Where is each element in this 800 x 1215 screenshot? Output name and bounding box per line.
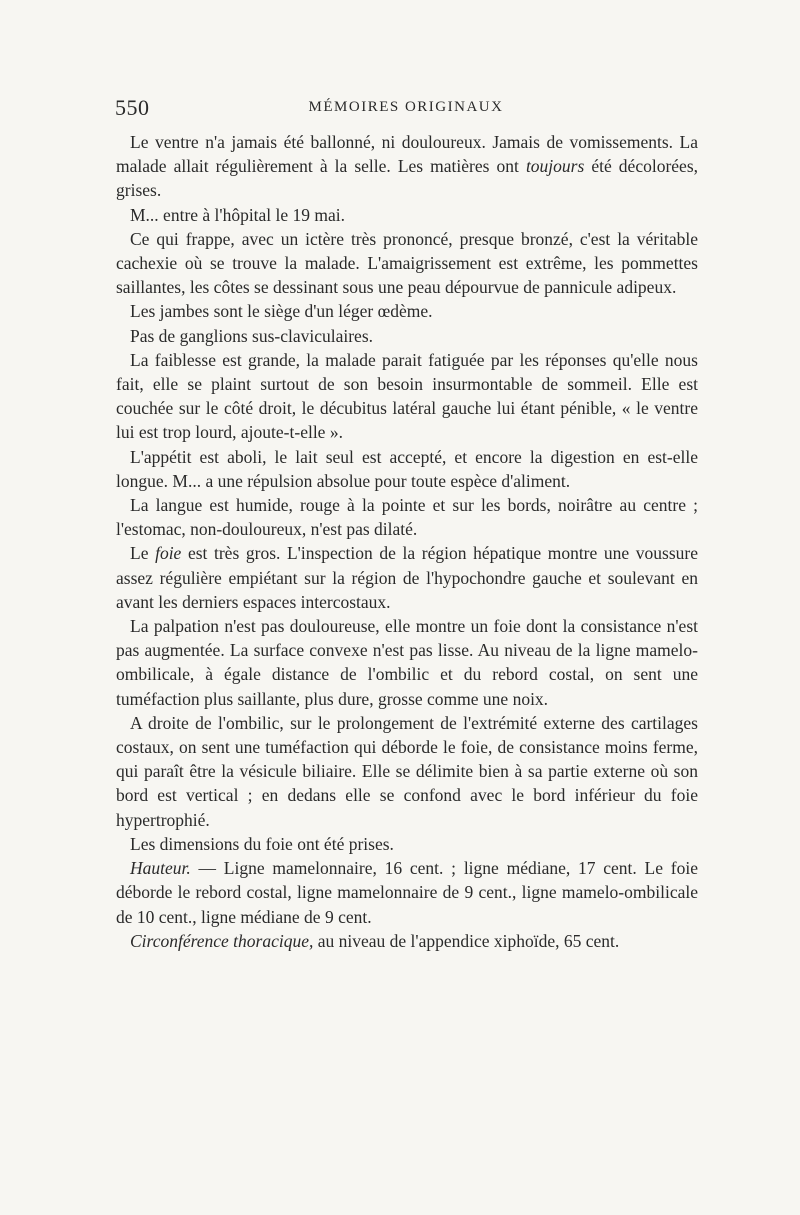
paragraph: Le ventre n'a jamais été ballonné, ni douloureux. Jamais de vomissements. La malade allait régulièrement à la selle. Les matières ont toujours été décolorées, grises. <box>116 132 698 201</box>
paragraph: Pas de ganglions sus-claviculaires. <box>130 325 374 346</box>
paragraph: Le foie est très gros. L'inspection de la région hépatique montre une voussure assez régulière empiétant sur la région de l'hypochondre gauche et soulevant en avant les derniers espaces intercostaux. <box>116 543 698 612</box>
paragraph: La langue est humide, rouge à la pointe et sur les bords, noirâtre au centre ; l'estomac, non-douloureux, n'est pas dilaté. <box>116 495 698 540</box>
paragraph: Circonférence thoracique, au niveau de l'appendice xiphoïde, 65 cent. <box>130 930 620 951</box>
paragraph: La faiblesse est grande, la malade parait fatiguée par les réponses qu'elle nous fait, elle se plaint surtout de son besoin insurmontable de sommeil. Elle est couchée sur le côté droit, le décubitus latéral gauche lui étant pénible, « le ventre lui est trop lourd, ajoute-t-elle ». <box>116 349 698 443</box>
paragraph: Les dimensions du foie ont été prises. <box>130 833 394 854</box>
body-text <box>116 130 698 953</box>
paragraph: La palpation n'est pas douloureuse, elle montre un foie dont la consistance n'est pas augmentée. La surface convexe n'est pas lisse. Au niveau de la ligne mamelo-ombilicale, à égale distance de l'ombilic et du rebord costal, on sent une tuméfaction plus saillante, plus dure, grosse comme une noix. <box>116 616 698 709</box>
paragraph: Ce qui frappe, avec un ictère très prononcé, presque bronzé, c'est la véritable cachexie où se trouve la malade. L'amaigrissement est extrême, les pommettes saillantes, les côtes se dessinant sous une peau dépourvue de pannicule adipeux. <box>116 228 698 298</box>
running-head <box>115 95 697 123</box>
page-number: 550 <box>115 95 150 120</box>
paragraph: A droite de l'ombilic, sur le prolongement de l'extrémité externe des cartilages costaux, on sent une tuméfaction qui déborde le foie, de consistance moins ferme, qui paraît être la vésicule biliaire. Elle se délimite bien à sa partie externe où son bord est vertical ; en dedans elle se confond avec le bord inférieur du foie hypertrophié. <box>116 712 698 830</box>
paragraph: Les jambes sont le siège d'un léger œdème. <box>130 301 433 322</box>
paragraph: L'appétit est aboli, le lait seul est accepté, et encore la digestion en est-elle longue. M... a une répulsion absolue pour toute espèce d'aliment. <box>116 446 698 491</box>
header-title: MÉMOIRES ORIGINAUX <box>308 99 504 115</box>
paragraph: M... entre à l'hôpital le 19 mai. <box>130 204 346 225</box>
paragraph: Hauteur. — Ligne mamelonnaire, 16 cent. ; ligne médiane, 17 cent. Le foie déborde le rebord costal, ligne mamelonnaire de 9 cent., ligne mamelo-ombilicale de 10 cent., ligne médiane de 9 cent. <box>116 858 698 927</box>
